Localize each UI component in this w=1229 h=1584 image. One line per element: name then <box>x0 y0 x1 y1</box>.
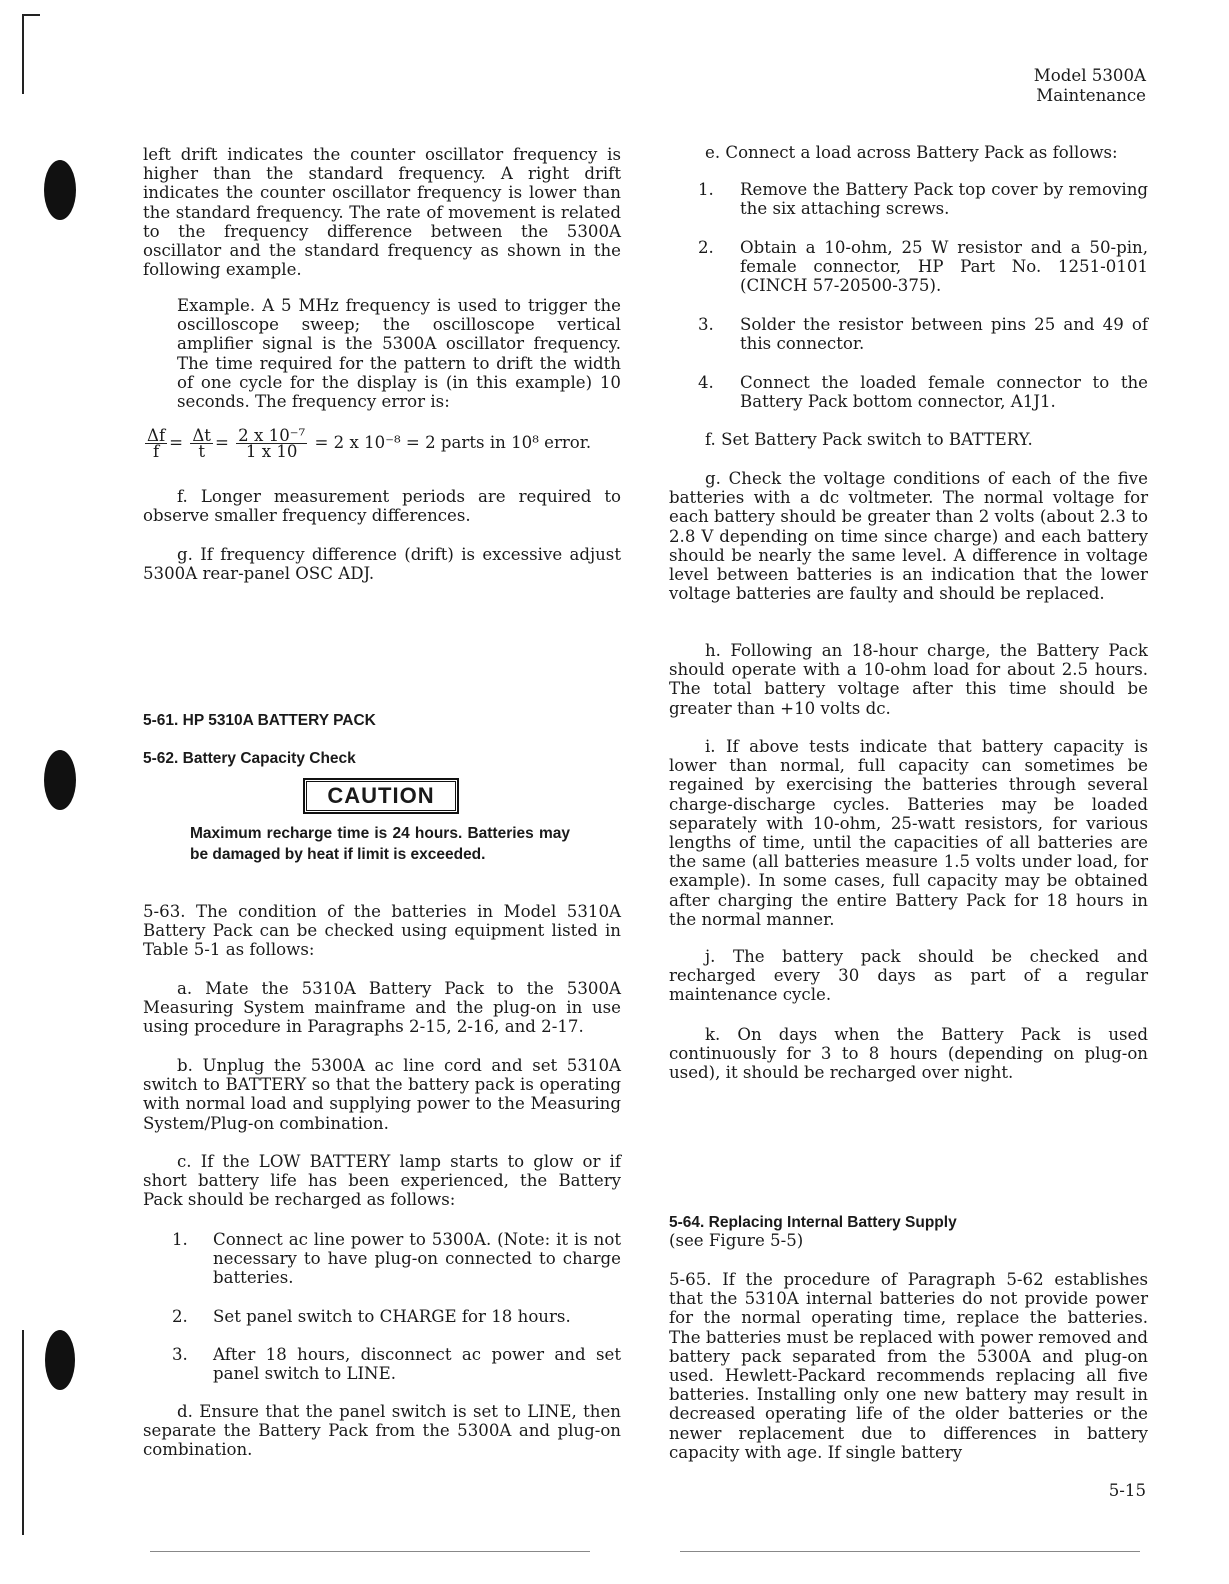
header-model: Model 5300A <box>1033 66 1146 85</box>
paragraph-5-65: 5-65. If the procedure of Paragraph 5-62 establishes that the 5310A internal batteries do not provide power for the normal operating time, replace the batteries. The batteries must be replaced with power removed and battery pack separated from the 5300A and plug-on used. Hewlett-Packard recommends replacing all five batteries. Installing only one new battery may result in decreased operating life of the older batteries or the newer replacement due to differences in battery capacity with age. If single battery <box>669 1270 1148 1462</box>
paragraph-g-right: g. Check the voltage conditions of each of the five batteries with a dc voltmeter. The normal voltage for each battery should be greater than 2 volts (about 2.3 to 2.8 V depending on time since charge) and each battery should be nearly the same level. A difference in voltage level between batteries is an indication that the lower voltage batteries are faulty and should be replaced. <box>669 469 1148 604</box>
paragraph-d: d. Ensure that the panel switch is set to LINE, then separate the Battery Pack from the 5300A and plug-on combination. <box>143 1402 621 1460</box>
paragraph-a: a. Mate the 5310A Battery Pack to the 5300A Measuring System mainframe and the plug-on in use using procedure in Paragraphs 2-15, 2-16, and 2-17. <box>143 979 621 1037</box>
binder-hole-top <box>20 150 80 230</box>
paragraph-g-left: g. If frequency difference (drift) is excessive adjust 5300A rear-panel OSC ADJ. <box>143 545 621 584</box>
paragraph-drift: left drift indicates the counter oscillator frequency is higher than the standard frequency. A right drift indicates the counter oscillator frequency is lower than the standard frequency. The rate of movement is related to the frequency difference between the 5300A oscillator and the standard frequency as shown in the following example. <box>143 145 621 280</box>
binder-hole-middle <box>20 740 80 820</box>
paragraph-f-right: f. Set Battery Pack switch to BATTERY. <box>705 430 1033 449</box>
paragraph-k-right: k. On days when the Battery Pack is used continuously for 3 to 8 hours (depending on plug-on used), it should be recharged over night. <box>669 1025 1148 1083</box>
header-section: Maintenance <box>1036 86 1146 105</box>
list-text: Connect the loaded female connector to the Battery Pack bottom connector, A1J1. <box>740 373 1148 412</box>
formula-ratio: $\frac{\text{2 x 10⁻⁷}}{1 x 10}$ <box>238 426 306 461</box>
binder-hole-bottom <box>20 1320 80 1400</box>
list-text: Obtain a 10-ohm, 25 W resistor and a 50-pin, female connector, HP Part No. 1251-0101 (CINCH 57-20500-375). <box>740 238 1148 296</box>
caution-text: Maximum recharge time is 24 hours. Batteries may be damaged by heat if limit is exceeded. <box>190 825 570 863</box>
list-text: After 18 hours, disconnect ac power and set panel switch to LINE. <box>213 1345 621 1384</box>
heading-5-64-subtitle: (see Figure 5-5) <box>669 1231 804 1250</box>
paragraph-h-right: h. Following an 18-hour charge, the Battery Pack should operate with a 10-ohm load for about 2.5 hours. The total battery voltage after this time should be greater than +10 volts dc. <box>669 641 1148 718</box>
footer-rule-left <box>150 1551 590 1552</box>
paragraph-f-left: f. Longer measurement periods are required to observe smaller frequency differences. <box>143 487 621 526</box>
heading-5-64: 5-64. Replacing Internal Battery Supply <box>669 1214 957 1231</box>
paragraph-example: Example. A 5 MHz frequency is used to trigger the oscilloscope sweep; the oscilloscope vertical amplifier signal is the 5300A oscillator frequency. The time required for the pattern to drift the width of one cycle for the display is (in this example) 10 seconds. The frequency error is: <box>177 296 621 412</box>
list-text: Solder the resistor between pins 25 and 49 of this connector. <box>740 315 1148 354</box>
heading-5-62: 5-62. Battery Capacity Check <box>143 750 356 767</box>
list-number: 3. <box>698 315 714 334</box>
paragraph-i-right: i. If above tests indicate that battery capacity is lower than normal, full capacity can sometimes be regained by exercising the batteries through several charge-discharge cycles. Batteries may be loaded separately with 10-ohm, 25-watt resistors, for various lengths of time, until the capacities of all batteries are the same (all batteries measure 1.5 volts under load, for example). In some cases, full capacity may be obtained after charging the entire Battery Pack for 18 hours in the normal manner. <box>669 737 1148 929</box>
list-text: Connect ac line power to 5300A. (Note: it is not necessary to have plug-on connected to charge batteries. <box>213 1230 621 1288</box>
formula-result: = 2 x 10⁻⁸ = 2 parts in 10⁸ error. <box>314 433 592 452</box>
list-number: 2. <box>698 238 714 257</box>
list-text: Set panel switch to CHARGE for 18 hours. <box>213 1307 571 1326</box>
list-number: 3. <box>172 1345 188 1364</box>
caution-label: CAUTION <box>303 778 459 814</box>
frequency-formula: $\frac{\Delta f}{f}$ = $\frac{\Delta t}{t}$ = $\frac{\text{2 x 10⁻⁷}}{1 x 10}$ = 2 x 10⁻⁸ = 2 parts in 10⁸ error. <box>147 426 592 461</box>
list-number: 2. <box>172 1307 188 1326</box>
heading-5-61: 5-61. HP 5310A BATTERY PACK <box>143 712 376 729</box>
corner-mark-left <box>22 14 24 94</box>
list-number: 1. <box>172 1230 188 1249</box>
paragraph-c: c. If the LOW BATTERY lamp starts to glow or if short battery life has been experienced, the Battery Pack should be recharged as follows: <box>143 1152 621 1210</box>
formula-dt-t: $\frac{\Delta t}{t}$ <box>192 426 211 461</box>
page-number: 5-15 <box>1108 1481 1146 1500</box>
footer-rule-right <box>680 1551 1140 1552</box>
list-text: Remove the Battery Pack top cover by removing the six attaching screws. <box>740 180 1148 219</box>
list-number: 4. <box>698 373 714 392</box>
formula-df-f: $\frac{\Delta f}{f}$ <box>147 426 166 461</box>
corner-mark-top <box>22 14 40 16</box>
list-number: 1. <box>698 180 714 199</box>
paragraph-b: b. Unplug the 5300A ac line cord and set 5310A switch to BATTERY so that the battery pack is operating with normal load and supplying power to the Measuring System/Plug-on combination. <box>143 1056 621 1133</box>
paragraph-5-63: 5-63. The condition of the batteries in Model 5310A Battery Pack can be checked using equipment listed in Table 5-1 as follows: <box>143 902 621 960</box>
paragraph-e: e. Connect a load across Battery Pack as follows: <box>705 143 1118 162</box>
paragraph-j-right: j. The battery pack should be checked and recharged every 30 days as part of a regular maintenance cycle. <box>669 947 1148 1005</box>
